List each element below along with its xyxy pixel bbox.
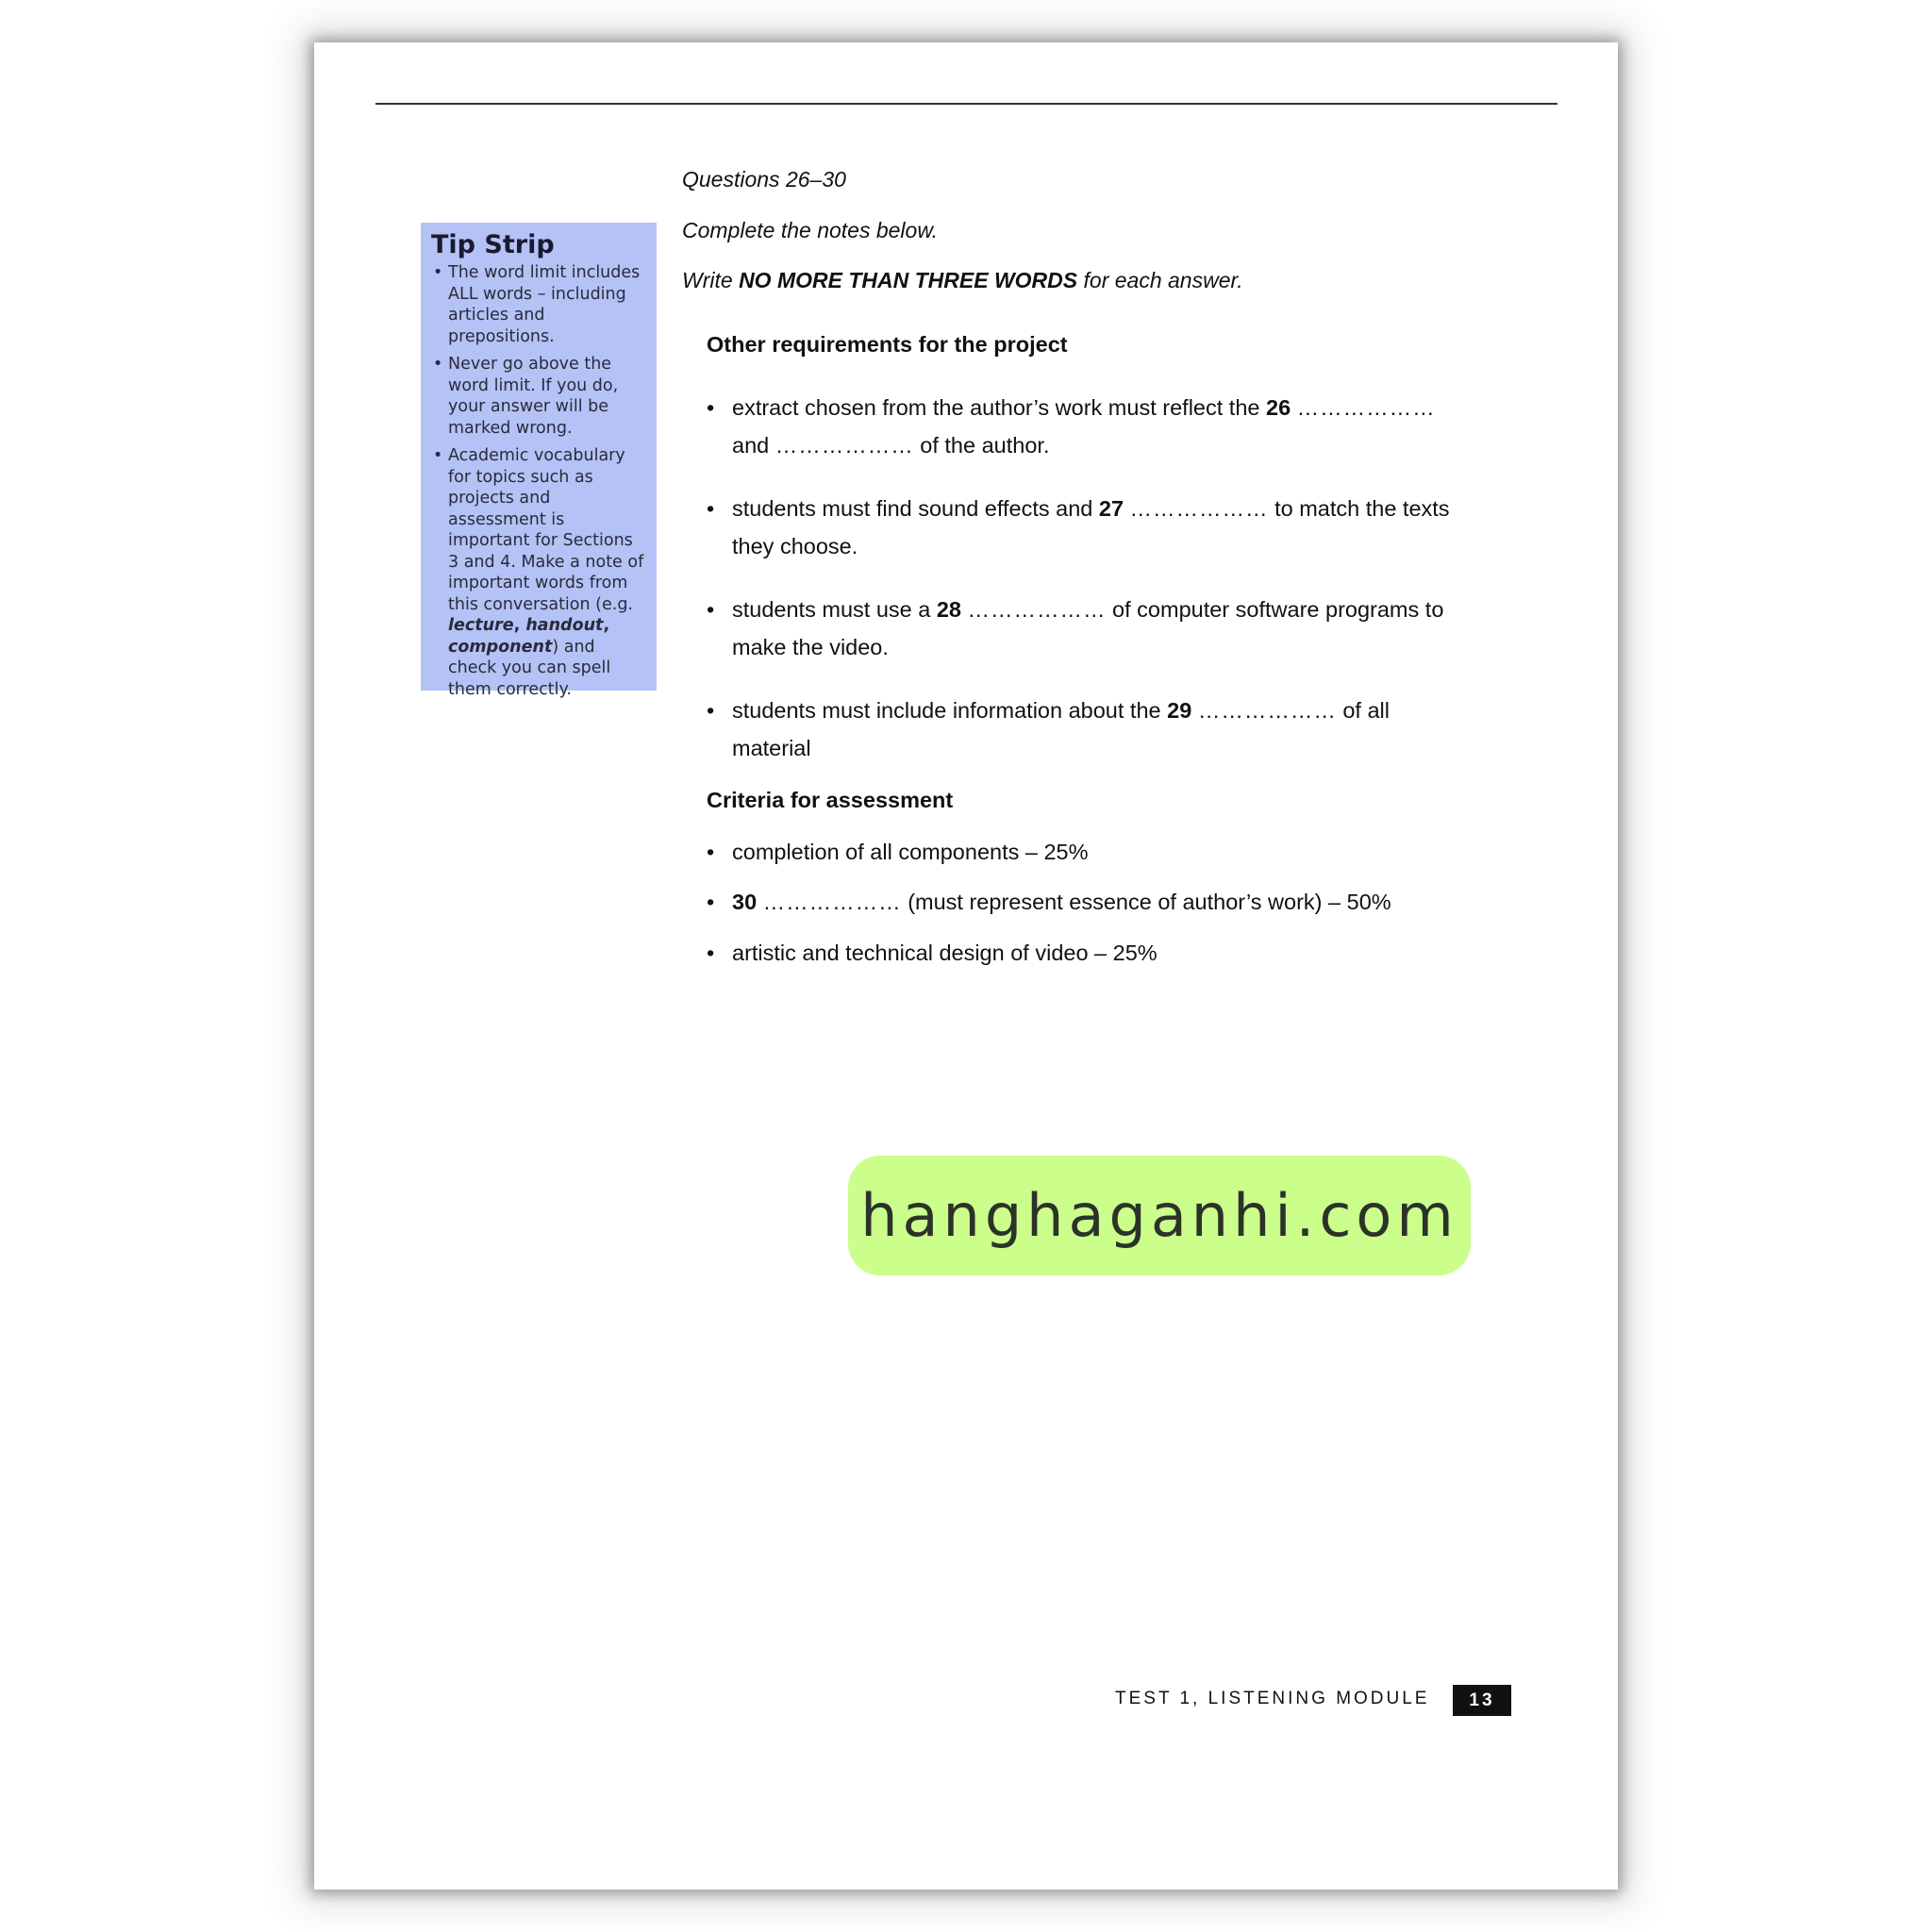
tip-strip-list [431,262,645,700]
note-item-29 [707,691,1390,767]
question-number: 28 [936,597,961,622]
answer-blank[interactable]: ……………… [1129,496,1269,521]
bullet-dot: • [707,840,715,864]
bullet-dot: • [707,395,715,420]
answer-blank[interactable]: ……………… [967,597,1107,622]
tip-separator: , [603,616,610,635]
note-line: they choose. [732,534,858,558]
questions-instruction: Complete the notes below. [682,218,939,242]
note-text: of the author. [913,433,1050,458]
note-line [707,883,1391,921]
tip-item: • Never go above the word limit. If you do, your answer will be marked wrong. [431,354,645,439]
note-text: of computer software programs to [1106,597,1444,622]
bullet-dot: • [707,890,715,914]
answer-blank[interactable]: ……………… [1296,395,1436,420]
page-number: 13 [1453,1685,1511,1716]
answer-blank[interactable]: ……………… [1197,698,1337,723]
note-text: to match the texts [1268,496,1450,521]
note-item-27 [707,490,1450,565]
bullet-dot: • [707,698,715,723]
tip-example-word: handout [525,616,604,635]
bullet-dot: • [707,941,715,965]
tip-item: • The word limit includes ALL words – including articles and prepositions. [431,262,645,347]
note-text: students must find sound effects and [732,496,1099,521]
note-line [707,691,1390,729]
limit-post: for each answer. [1077,268,1243,292]
criteria-item [707,833,1089,871]
question-number: 27 [1098,496,1124,521]
question-number: 29 [1167,698,1192,723]
header-rule [375,103,1557,105]
requirements-heading: Other requirements for the project [707,332,1068,357]
criteria-heading: Criteria for assessment [707,788,954,812]
note-line [707,490,1450,527]
criteria-item-30 [707,883,1391,921]
criteria-text: (must represent essence of author’s work) – 50% [901,890,1391,914]
tip-item [431,445,645,700]
questions-range: Questions 26–30 [682,167,846,192]
note-line: make the video. [732,635,889,659]
tip-separator: , [513,616,526,635]
note-text: students must use a [732,597,937,622]
note-text: of all [1336,698,1390,723]
note-line: material [732,736,811,760]
question-number: 26 [1266,395,1291,420]
tip-example-word: component [448,637,553,657]
tip-strip-box [421,223,657,699]
note-text: extract chosen from the author’s work must reflect the [732,395,1266,420]
bullet-dot: • [707,597,715,622]
note-text: students must include information about the [732,698,1168,723]
note-line [707,591,1443,628]
tip-strip-title: Tip Strip [431,230,555,259]
footer-label: TEST 1, LISTENING MODULE [1115,1689,1430,1708]
criteria-text: artistic and technical design of video – 25% [732,941,1158,965]
note-text: and [732,433,775,458]
answer-blank[interactable]: ……………… [774,433,914,458]
tip-text: ) and check you can spell them correctly. [448,637,611,699]
document-page [314,42,1618,1890]
criteria-text: completion of all components – 25% [732,840,1089,864]
bullet-dot: • [707,496,715,521]
question-number: 30 [732,890,758,914]
criteria-item [707,934,1158,972]
note-item-28 [707,591,1443,666]
word-limit-instruction [682,268,1243,293]
watermark-banner: hanghaganhi.com [848,1156,1471,1275]
answer-blank[interactable]: ……………… [762,890,902,914]
limit-pre: Write [682,268,740,292]
limit-bold: NO MORE THAN THREE WORDS [739,268,1078,292]
tip-example-word: lecture [448,616,514,635]
note-line [707,426,1436,464]
note-line [707,389,1436,426]
tip-text: Academic vocabulary for topics such as projects and assessment is important for Sections 3 and 4. Make a note of important words from this conversation (e.g. [448,446,644,614]
note-item-26 [707,389,1436,464]
